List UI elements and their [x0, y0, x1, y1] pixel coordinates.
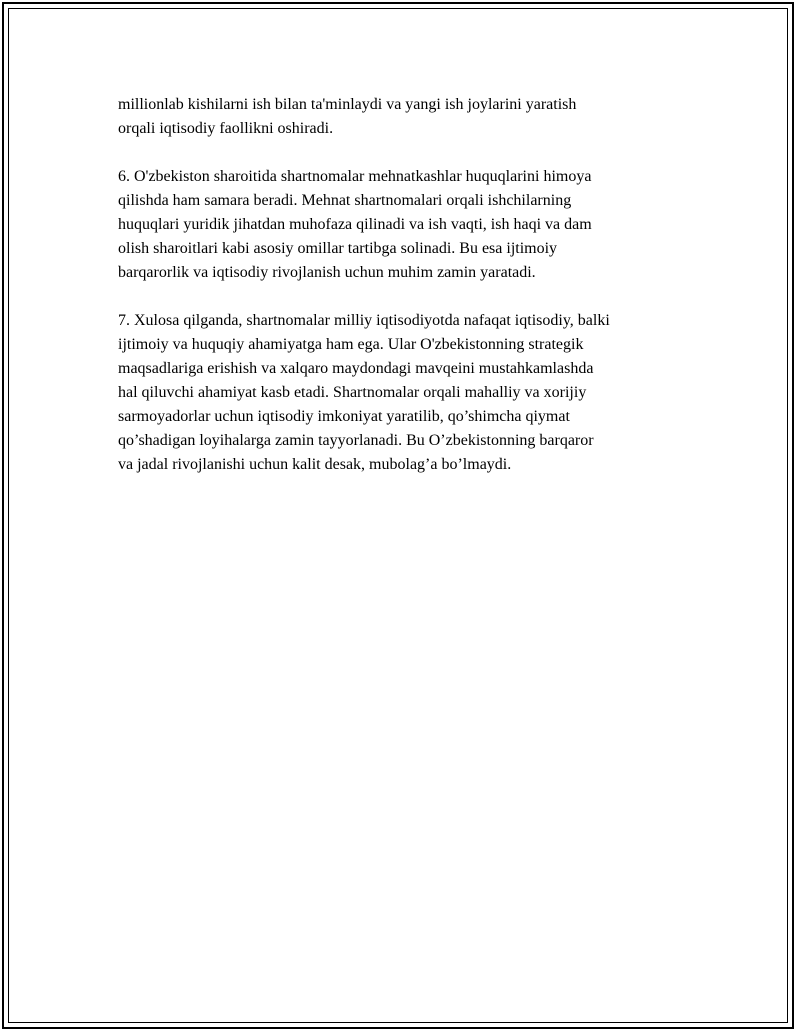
text-line: orqali iqtisodiy faollikni oshiradi.	[118, 120, 334, 137]
text-line: maqsadlariga erishish va xalqaro maydondagi mavqeini mustahkamlashda	[118, 360, 594, 377]
paragraph-7	[118, 309, 698, 477]
text-line: olish sharoitlari kabi asosiy omillar tartibga solinadi. Bu esa ijtimoiy	[118, 240, 558, 257]
paragraph-6	[118, 165, 698, 285]
text-line: sarmoyadorlar uchun iqtisodiy imkoniyat yaratilib, qo’shimcha qiymat	[118, 408, 570, 425]
document-body	[118, 93, 698, 501]
paragraph-continuation	[118, 93, 698, 141]
text-line: qo’shadigan loyihalarga zamin tayyorlanadi. Bu O’zbekistonning barqaror	[118, 432, 594, 449]
text-line: millionlab kishilarni ish bilan ta'minlaydi va yangi ish joylarini yaratish	[118, 96, 577, 113]
text-line: barqarorlik va iqtisodiy rivojlanish uchun muhim zamin yaratadi.	[118, 264, 536, 281]
text-line: ijtimoiy va huquqiy ahamiyatga ham ega. Ular O'zbekistonning strategik	[118, 336, 584, 353]
text-line: va jadal rivojlanishi uchun kalit desak, mubolag’a bo’lmaydi.	[118, 456, 512, 473]
text-line: 7. Xulosa qilganda, shartnomalar milliy iqtisodiyotda nafaqat iqtisodiy, balki	[118, 312, 610, 329]
text-line: qilishda ham samara beradi. Mehnat shartnomalari orqali ishchilarning	[118, 192, 572, 209]
text-line: huquqlari yuridik jihatdan muhofaza qilinadi va ish vaqti, ish haqi va dam	[118, 216, 592, 233]
text-line: 6. O'zbekiston sharoitida shartnomalar mehnatkashlar huquqlarini himoya	[118, 168, 592, 185]
text-line: hal qiluvchi ahamiyat kasb etadi. Shartnomalar orqali mahalliy va xorijiy	[118, 384, 587, 401]
